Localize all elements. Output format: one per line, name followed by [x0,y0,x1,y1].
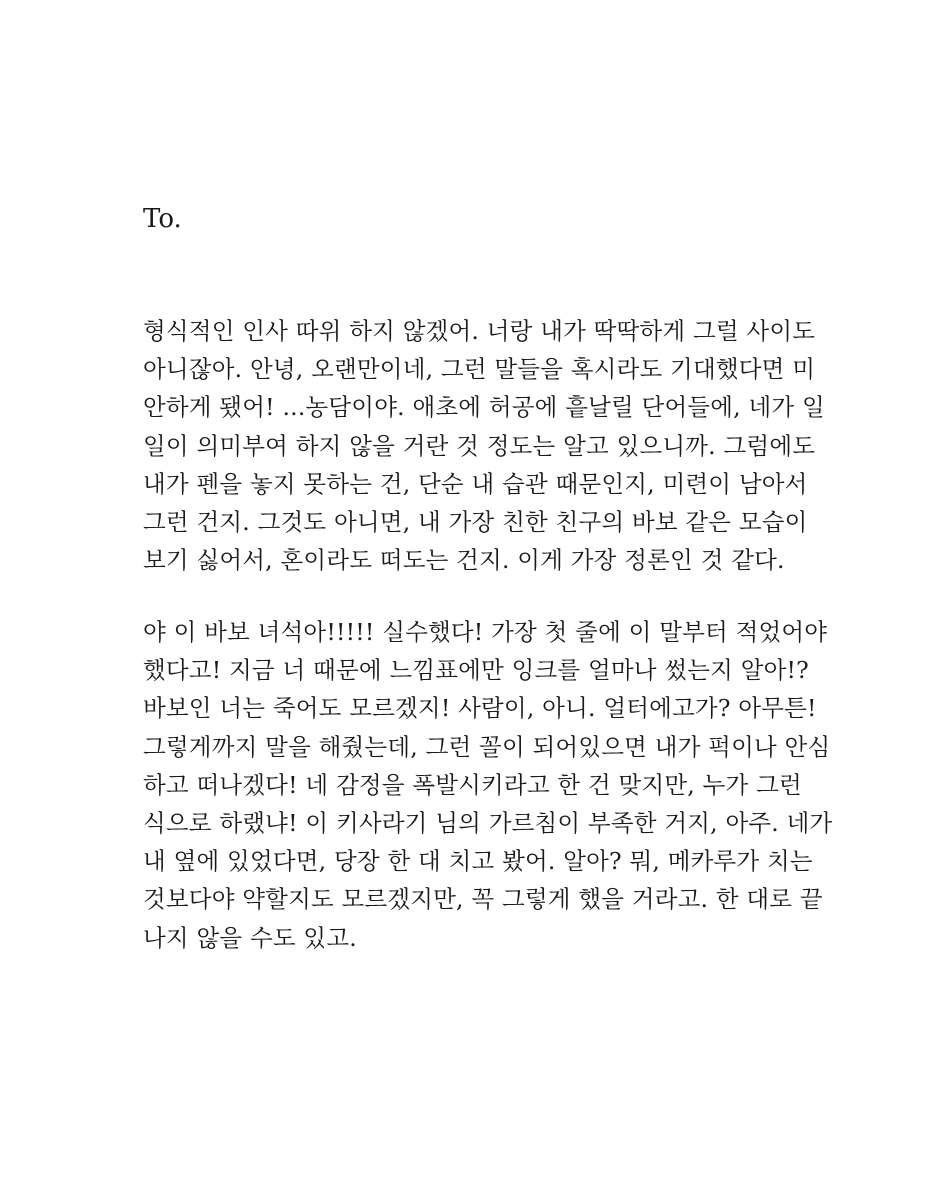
text-line: 야 이 바보 녀석아!!!!! 실수했다! 가장 첫 줄에 이 말부터 적었어야 [143,618,828,646]
text-line: 안하게 됐어! ...농담이야. 애초에 허공에 흩날릴 단어들에, 네가 일 [143,393,825,422]
text-line: 그렇게까지 말을 해줬는데, 그런 꼴이 되어있으면 내가 퍽이나 안심 [143,732,831,761]
paragraph-2 [143,613,833,957]
text-line: 아니잖아. 안녕, 오랜만이네, 그런 말들을 혹시라도 기대했다면 미 [143,355,816,384]
text-line: 그런 건지. 그것도 아니면, 내 가장 친한 친구의 바보 같은 모습이 [143,508,808,537]
text-line: 나지 않을 수도 있고. [143,923,357,952]
text-line: 내 옆에 있었다면, 당장 한 대 치고 봤어. 알아? 뭐, 메카루가 치는 [143,847,813,876]
text-line: 보기 싫어서, 혼이라도 떠도는 건지. 이게 가장 정론인 것 같다. [143,546,785,575]
text-line: 내가 펜을 놓지 못하는 건, 단순 내 습관 때문인지, 미련이 남아서 [143,469,808,498]
text-line: 하고 떠나겠다! 네 감정을 폭발시키라고 한 건 맞지만, 누가 그런 [143,770,802,799]
text-line: 일이 의미부여 하지 않을 거란 것 정도는 알고 있으니까. 그럼에도 [143,431,816,460]
text-line: 바보인 너는 죽어도 모르겠지! 사람이, 아니. 얼터에고가? 아무튼! [143,694,817,723]
text-line: 했다고! 지금 너 때문에 느낌표에만 잉크를 얼마나 썼는지 알아!? [143,656,809,685]
text-line: 식으로 하랬냐! 이 키사라기 님의 가르침이 부족한 거지, 아주. 네가 [143,809,833,838]
salutation: To. [143,204,182,234]
text-line: 형식적인 인사 따위 하지 않겠어. 너랑 내가 딱딱하게 그럴 사이도 [143,317,816,345]
paragraph-1 [143,312,825,579]
text-line: 것보다야 약할지도 모르겠지만, 꼭 그렇게 했을 거라고. 한 대로 끝 [143,885,823,914]
